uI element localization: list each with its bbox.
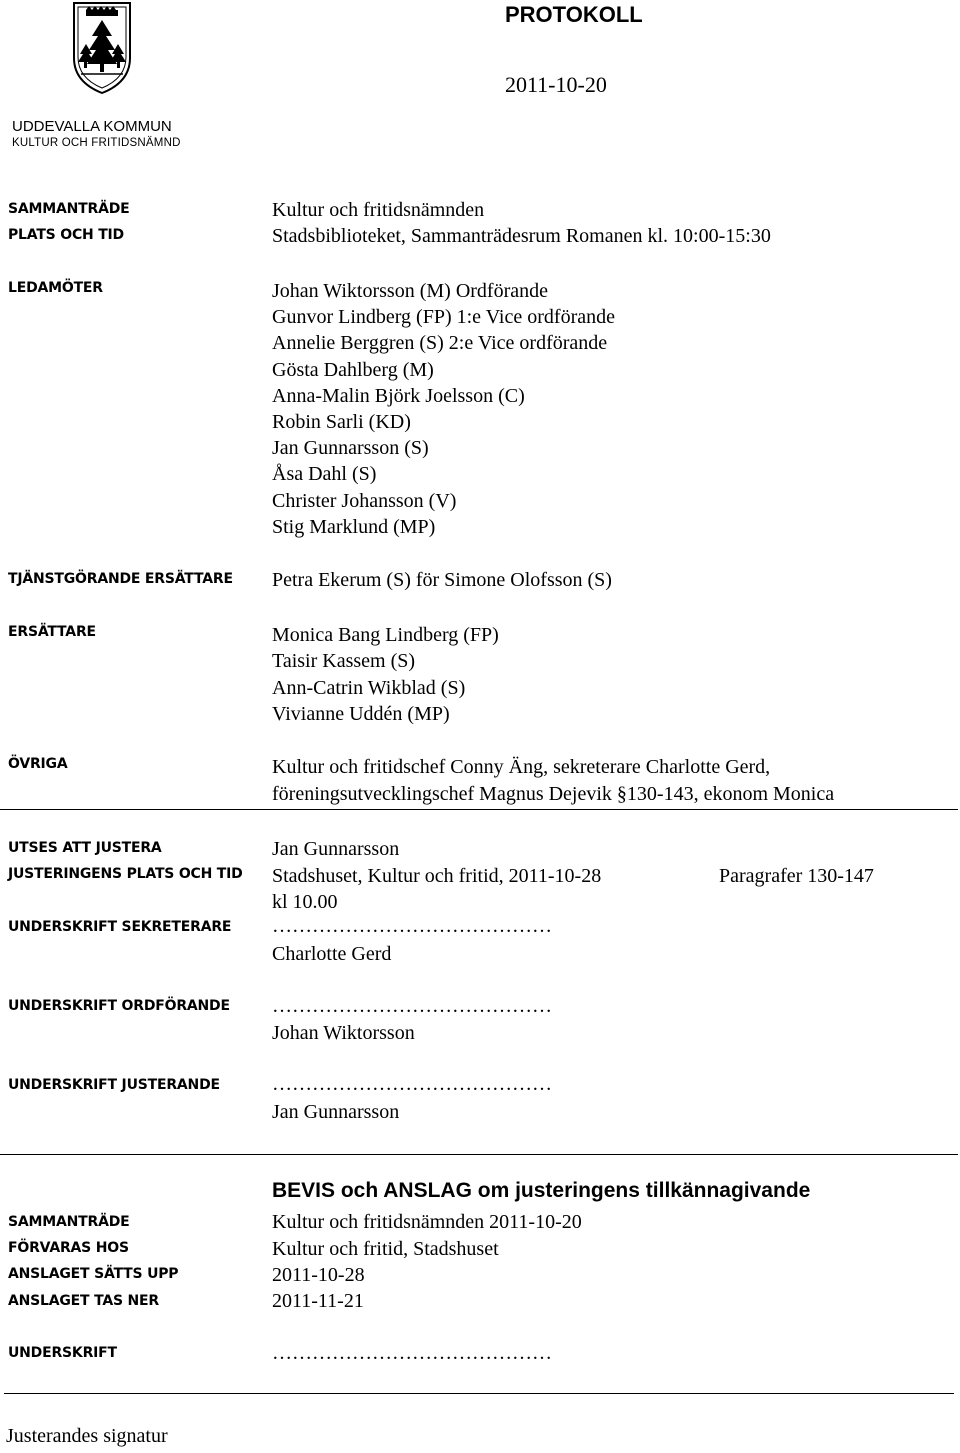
organization-name xyxy=(12,118,181,152)
signature-line-justerande: …………………………………… xyxy=(272,1073,552,1095)
label-justeringens-plats: JUSTERINGENS PLATS OCH TID xyxy=(8,866,243,882)
committee-name: KULTUR OCH FRITIDSNÄMND xyxy=(12,137,181,149)
section-divider xyxy=(0,809,958,810)
label-underskrift-justerande: UNDERSKRIFT JUSTERANDE xyxy=(8,1077,220,1093)
list-item: Johan Wiktorsson (M) Ordförande xyxy=(272,280,548,302)
list-item: Annelie Berggren (S) 2:e Vice ordförande xyxy=(272,332,608,355)
name-justerande: Jan Gunnarsson xyxy=(272,1101,400,1123)
name-sekreterare: Charlotte Gerd xyxy=(272,943,392,965)
list-item: Taisir Kassem (S) xyxy=(272,650,416,673)
document-title: PROTOKOLL xyxy=(505,2,643,27)
value-utses-att-justera: Jan Gunnarsson xyxy=(272,838,400,860)
ovriga-line: föreningsutvecklingschef Magnus Dejevik §130-143, ekonom Monica xyxy=(272,782,835,805)
label-tjanstgorande-ersattare: TJÄNSTGÖRANDE ERSÄTTARE xyxy=(8,571,233,587)
footer-signatur: Justerandes signatur xyxy=(6,1425,168,1447)
value-tjanstgorande-ersattare: Petra Ekerum (S) för Simone Olofsson (S) xyxy=(272,569,612,591)
value-justeringens-tid: kl 10.00 xyxy=(272,891,338,913)
section-divider xyxy=(0,1154,958,1155)
label-anslaget-tas-ner: ANSLAGET TAS NER xyxy=(8,1293,159,1309)
list-item: Christer Johansson (V) xyxy=(272,489,457,512)
label-underskrift-ordforande: UNDERSKRIFT ORDFÖRANDE xyxy=(8,998,230,1014)
label-utses-att-justera: UTSES ATT JUSTERA xyxy=(8,840,162,856)
list-item: Jan Gunnarsson (S) xyxy=(272,437,429,460)
ovriga-line: Kultur och fritidschef Conny Äng, sekreterare Charlotte Gerd, xyxy=(272,756,771,778)
bevis-heading: BEVIS och ANSLAG om justeringens tillkännagivande xyxy=(272,1179,811,1202)
value-forvaras-hos: Kultur och fritid, Stadshuset xyxy=(272,1238,499,1260)
list-item: Stig Marklund (MP) xyxy=(272,515,436,538)
signature-line-ordforande: …………………………………… xyxy=(272,995,552,1017)
signature-line-sekreterare: …………………………………… xyxy=(272,915,552,937)
list-item: Anna-Malin Björk Joelsson (C) xyxy=(272,384,525,407)
name-ordforande: Johan Wiktorsson xyxy=(272,1022,415,1044)
label-plats-och-tid: PLATS OCH TID xyxy=(8,227,124,243)
list-item: Gösta Dahlberg (M) xyxy=(272,358,434,381)
list-item: Åsa Dahl (S) xyxy=(272,463,377,486)
list-item: Robin Sarli (KD) xyxy=(272,411,411,434)
label-anslaget-satts-upp: ANSLAGET SÄTTS UPP xyxy=(8,1266,179,1282)
list-item: Vivianne Uddén (MP) xyxy=(272,702,450,725)
label-underskrift: UNDERSKRIFT xyxy=(8,1345,117,1361)
value-anslaget-satts-upp: 2011-10-28 xyxy=(272,1264,365,1286)
footer-divider xyxy=(4,1393,954,1394)
list-item: Ann-Catrin Wikblad (S) xyxy=(272,676,466,699)
label-bevis-sammantrade: SAMMANTRÄDE xyxy=(8,1214,130,1230)
document-date: 2011-10-20 xyxy=(505,72,607,97)
label-ersattare: ERSÄTTARE xyxy=(8,624,96,640)
label-sammantrade: SAMMANTRÄDE xyxy=(8,201,130,217)
value-justeringens-plats: Stadshuset, Kultur och fritid, 2011-10-28 xyxy=(272,865,602,887)
ersattare-list xyxy=(272,622,499,727)
label-ledamoter: LEDAMÖTER xyxy=(8,280,103,296)
ledamoter-list xyxy=(272,278,615,540)
value-bevis-sammantrade: Kultur och fritidsnämnden 2011-10-20 xyxy=(272,1211,582,1233)
list-item: Gunvor Lindberg (FP) 1:e Vice ordförande xyxy=(272,306,615,329)
signature-line-underskrift: …………………………………… xyxy=(272,1342,552,1364)
list-item: Monica Bang Lindberg (FP) xyxy=(272,624,499,646)
label-forvaras-hos: FÖRVARAS HOS xyxy=(8,1240,129,1256)
paragrafer: Paragrafer 130-147 xyxy=(719,865,874,887)
ovriga-text xyxy=(272,754,834,807)
municipal-crest-logo xyxy=(72,0,132,95)
value-sammantrade: Kultur och fritidsnämnden xyxy=(272,199,485,221)
label-underskrift-sekreterare: UNDERSKRIFT SEKRETERARE xyxy=(8,919,232,935)
value-anslaget-tas-ner: 2011-11-21 xyxy=(272,1290,364,1312)
label-ovriga: ÖVRIGA xyxy=(8,756,68,772)
municipality-name: UDDEVALLA KOMMUN xyxy=(12,118,172,135)
value-plats-och-tid: Stadsbiblioteket, Sammanträdesrum Romanen kl. 10:00-15:30 xyxy=(272,225,771,247)
